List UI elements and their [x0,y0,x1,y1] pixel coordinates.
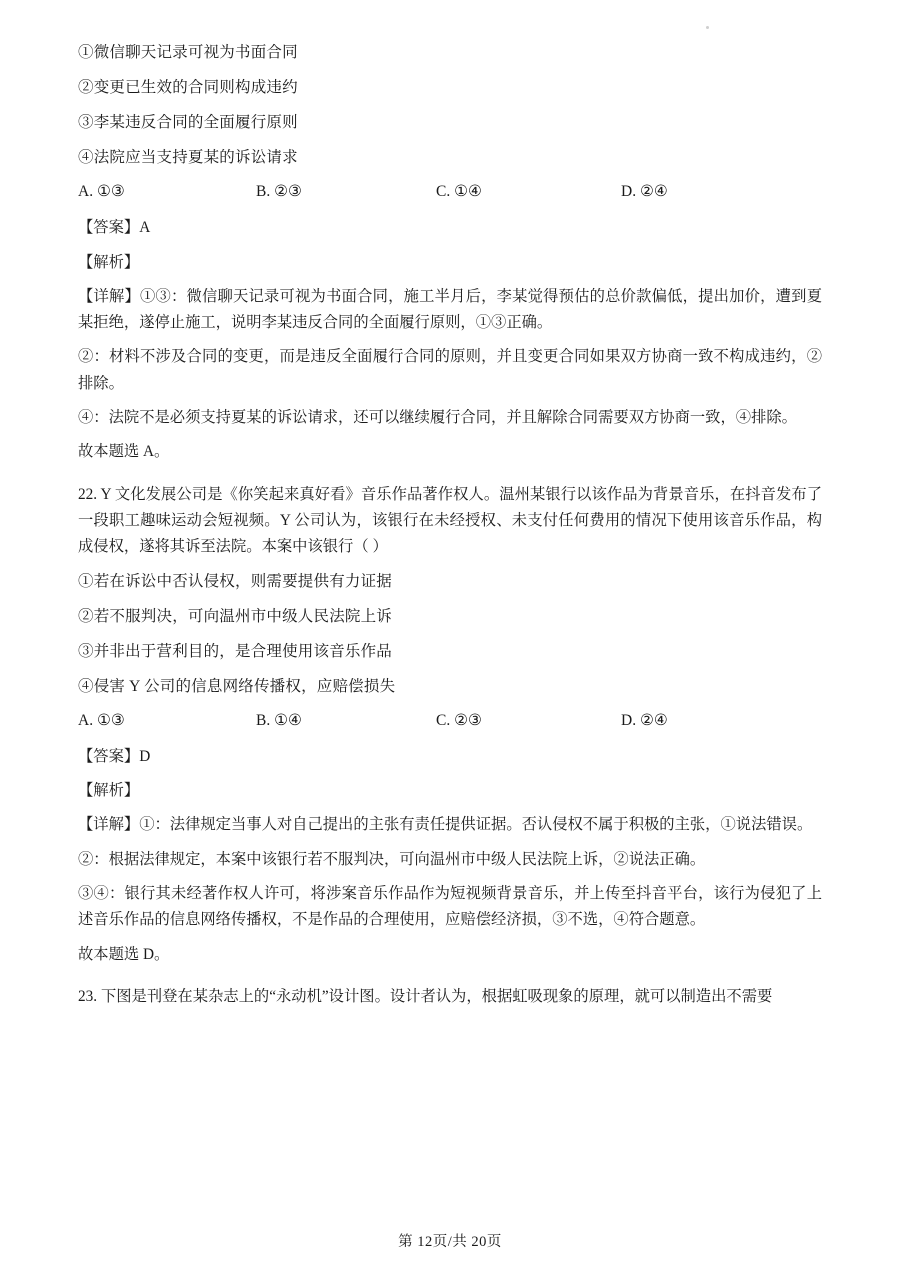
q22-option-a[interactable]: A. ①③ [78,711,125,729]
q21-detail-3: ④：法院不是必须支持夏某的诉讼请求，还可以继续履行合同，并且解除合同需要双方协商一致，④排除。 [78,409,797,427]
q22-analysis-label: 【解析】 [78,782,140,800]
q21-detail-2: ②：材料不涉及合同的变更，而是违反全面履行合同的原则，并且变更合同如果双方协商一致不构成违约，②排除。 [78,348,822,392]
q21-statement-1: ①微信聊天记录可视为书面合同 [78,44,298,61]
q21-options [78,180,822,205]
q22-option-d[interactable]: D. ②④ [621,711,668,729]
page-footer: 第 12页/共 20页 [398,1234,502,1250]
q22-statement-1: ①若在诉讼中否认侵权，则需要提供有力证据 [78,572,393,590]
q21-option-c[interactable]: C. ①④ [436,183,482,201]
q22-options [78,709,822,734]
q22-detail-3: ③④：银行其未经著作权人许可，将涉案音乐作品作为短视频背景音乐，并上传至抖音平台，该行为侵犯了上述音乐作品的信息网络传播权，不是作品的合理使用，应赔偿经济损，③不选，④符合题意。 [78,884,822,929]
q22-statement-2: ②若不服判决，可向温州市中级人民法院上诉 [78,607,393,625]
page-mark-dot [706,26,709,29]
q22-answer: 【答案】D [78,747,151,765]
q21-detail-1: 【详解】①③：微信聊天记录可视为书面合同，施工半月后，李某觉得预估的总价款偏低，提出加价，遭到夏某拒绝，遂停止施工，说明李某违反合同的全面履行原则，①③正确。 [78,287,822,332]
q22-option-c[interactable]: C. ②③ [436,711,482,729]
q21-answer: 【答案】A [78,219,151,237]
q22-detail-1: 【详解】①：法律规定当事人对自己提出的主张有责任提供证据。否认侵权不属于积极的主张，①说法错误。 [78,816,813,834]
q23-stem: 23. 下图是刊登在某杂志上的“永动机”设计图。设计者认为，根据虹吸现象的原理，就可以制造出不需要 [78,987,773,1005]
q22-option-b[interactable]: B. ①④ [256,711,302,729]
q22-statement-4: ④侵害 Y 公司的信息网络传播权，应赔偿损失 [78,677,396,695]
q22-statement-3: ③并非出于营利目的，是合理使用该音乐作品 [78,642,393,660]
q21-analysis-label: 【解析】 [78,253,140,271]
q21-option-b[interactable]: B. ②③ [256,183,302,201]
q21-detail-conclusion: 故本题选 A。 [78,443,170,461]
q22-detail-2: ②：根据法律规定，本案中该银行若不服判决，可向温州市中级人民法院上诉，②说法正确。 [78,850,706,868]
q22-stem: 22. Y 文化发展公司是《你笑起来真好看》音乐作品著作权人。温州某银行以该作品为背景音乐，在抖音发布了一段职工趣味运动会短视频。Y 公司认为，该银行在未经授权、未支付任何费用的情况下使用该音乐作品，构成侵权，遂将其诉至法院。本案中该银行（ ） [78,485,822,556]
q21-statement-4: ④法院应当支持夏某的诉讼请求 [78,149,298,167]
q21-option-d[interactable]: D. ②④ [621,183,668,201]
q21-statement-2: ②变更已生效的合同则构成违约 [78,79,298,97]
q22-detail-conclusion: 故本题选 D。 [78,945,170,963]
q21-statement-3: ③李某违反合同的全面履行原则 [78,114,298,132]
q21-option-a[interactable]: A. ①③ [78,183,125,201]
